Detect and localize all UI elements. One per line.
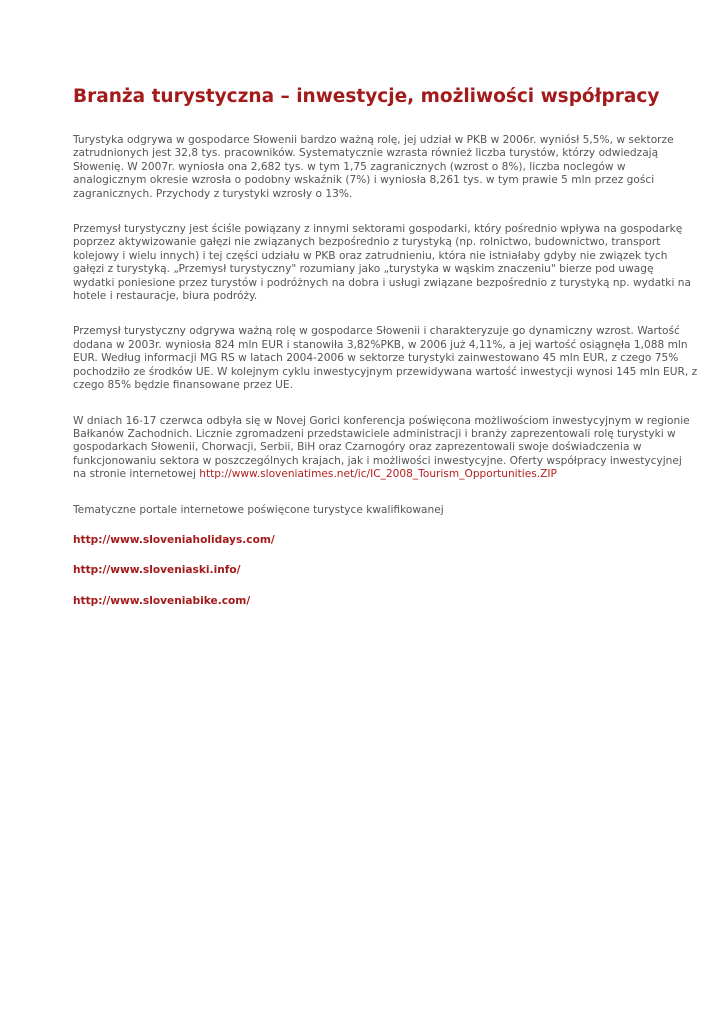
portal-link-sloveniabike[interactable]: http://www.sloveniabike.com/ (73, 594, 251, 607)
portals-heading: Tematyczne portale internetowe poświęcone turystyce kwalifikowanej (73, 503, 444, 516)
conference-text: W dniach 16-17 czerwca odbyła się w Novej Gorici konferencja poświęcona możliwościom inwestycyjnym w regionie Bałkanów Zachodnich. Licznie zgromadzeni przedstawiciele administracji i branży zaprezentowali rolę turystyki w gospodarkach Słowenii, Chorwacji, Serbii, BiH oraz Czarnogóry oraz zaprezentowali swoje doświadczenia w funkcjonowaniu sektora w poszczególnych krajach, jak i możliwości inwestycyjne. Oferty współpracy inwestycyjnej na stronie internetowej (73, 414, 690, 481)
paragraph-tourism-industry: Przemysł turystyczny jest ściśle powiązany z innymi sektorami gospodarki, który pośrednio wpływa na gospodarkę poprzez aktywizowanie gałęzi nie związanych bezpośrednio z turystyką (np. rolnictwo, budownictwo, transport kolejowy i wielu innych) i tej części udziału w PKB oraz zatrudnieniu, która nie istniałaby gdyby nie związek tych gałęzi z turystyką. „Przemysł turystyczny" rozumiany jako „turystyka w wąskim znaczeniu" bierze pod uwagę wydatki poniesione przez turystów i podróżnych na dobra i usługi związane bezpośrednio z turystyką np. wydatki na hotele i restauracje, biura podróży. (73, 223, 691, 303)
paragraph-tourism-overview: Turystyka odgrywa w gospodarce Słowenii bardzo ważną rolę, jej udział w PKB w 2006r. wyniósł 5,5%, w sektorze zatrudnionych jest 32,8 tys. pracowników. Systematycznie wzrasta również liczba turystów, którzy odwiedzają Słowenię. W 2007r. wyniosła ona 2,682 tys. w tym 1,75 zagranicznych (wzrost o 8%), liczba noclegów w analogicznym okresie wzrosła o podobny wskaźnik (7%) i wyniosła 8,261 tys. w tym prawie 5 mln przez gości zagranicznych. Przychody z turystyki wzrosły o 13%. (73, 134, 674, 200)
paragraph-conference (73, 415, 698, 482)
portal-link-sloveniaski[interactable]: http://www.sloveniaski.info/ (73, 564, 241, 577)
conference-opportunities-link[interactable]: http://www.sloveniatimes.net/ic/IC_2008_Tourism_Opportunities.ZIP (199, 468, 557, 481)
portal-link-sloveniaholidays[interactable]: http://www.sloveniaholidays.com/ (73, 533, 275, 546)
paragraph-economic-role: Przemysł turystyczny odgrywa ważną rolę w gospodarce Słowenii i charakteryzuje go dynamiczny wzrost. Wartość dodana w 2003r. wyniosła 824 mln EUR i stanowiła 3,82%PKB, w 2006 już 4,11%, a jej wartość osiągnęła 1,088 mln EUR. Według informacji MG RS w latach 2004-2006 w sektorze turystyki zainwestowano 45 mln EUR, z czego 75% pochodziło ze środków UE. W kolejnym cyklu inwestycyjnym przewidywana wartość inwestycji wynosi 145 mln EUR, z czego 85% będzie finansowane przez UE. (73, 325, 698, 392)
page-title: Branża turystyczna – inwestycje, możliwości współpracy (73, 86, 660, 107)
